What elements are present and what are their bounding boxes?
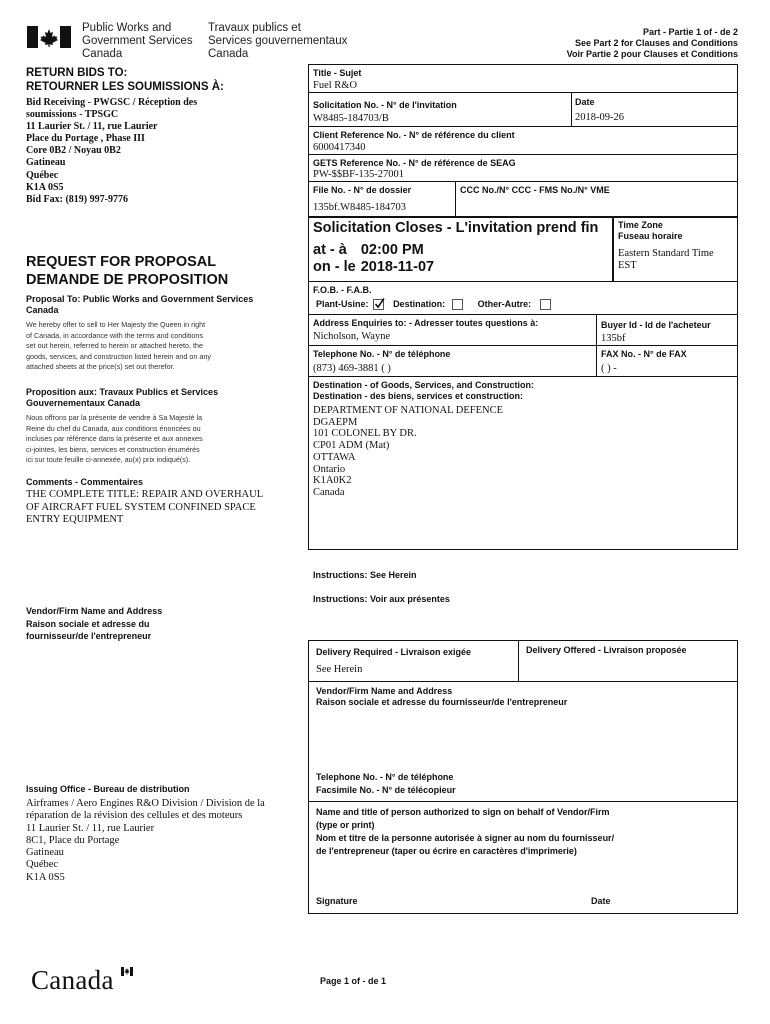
divider — [308, 345, 738, 346]
plant-checkbox[interactable] — [373, 299, 384, 310]
closing-time: at - à 02:00 PM — [313, 242, 424, 258]
destination-address: DEPARTMENT OF NATIONAL DEFENCE DGAEPM 101 COLONEL BY DR. CP01 ADM (Mat) OTTAWA Ontario K1A0K2 Canada — [313, 405, 504, 498]
issuing-office-title: Issuing Office - Bureau de distribution — [26, 784, 190, 794]
divider — [308, 314, 738, 315]
divider — [308, 92, 738, 93]
proposition-text: Nous offrons par la présente de vendre à Sa Majesté la Reine du chef du Canada, aux conditions énoncées ou incluses par référence dans la présente et aux annexes ci-jointes, les biens, services et construction énumérés ici sur toute feuille ci-annexée, au(x) prix indiqué(s). — [26, 413, 203, 464]
timezone-label: Time Zone Fuseau horaire — [618, 220, 683, 241]
date-value: 2018-09-26 — [575, 112, 624, 123]
delivery-required-value: See Herein — [316, 664, 363, 675]
divider — [612, 216, 614, 282]
gov-name-en: Public Works and Government Services Canada — [82, 22, 193, 60]
buyer-id-label: Buyer Id - Id de l'acheteur — [601, 320, 711, 330]
divider — [308, 281, 738, 282]
proposal-to-text: We hereby offer to sell to Her Majesty the Queen in right of Canada, in accordance with the terms and conditions set out herein, referred to herein or attached hereto, the goods, services, and construction listed herein and on any attached sheets at the price(s) set out therefor. — [26, 320, 211, 371]
divider — [308, 126, 738, 127]
destination-label: Destination - of Goods, Services, and Construction: Destination - des biens, services et construction: — [313, 380, 535, 401]
closing-date: on - le 2018-11-07 — [313, 259, 435, 275]
checkmark-icon — [374, 298, 385, 309]
fax-value: ( ) - — [601, 363, 617, 374]
comments-text: THE COMPLETE TITLE: REPAIR AND OVERHAUL OF AIRCRAFT FUEL SYSTEM CONFINED SPACE ENTRY EQUIPMENT — [26, 489, 264, 525]
file-no-label: File No. - N° de dossier — [313, 185, 412, 195]
divider — [308, 154, 738, 155]
proposal-to-title: Proposal To: Public Works and Government Services Canada — [26, 294, 254, 315]
delivery-offered-label: Delivery Offered - Livraison proposée — [526, 645, 687, 655]
telephone-value: (873) 469-3881 ( ) — [313, 363, 391, 374]
phone-fax-labels: Telephone No. - N° de téléphone Facsimile No. - N° de télécopieur — [316, 772, 456, 795]
issuing-office-address: Airframes / Aero Engines R&O Division / Division de la réparation de la révision des cellules et des moteurs 11 Laurier St. / 11, rue Laurier 8C1, Place du Portage Gatineau Québec K1A 0S5 — [26, 798, 265, 883]
part-indicator: Part - Partie 1 of - de 2 See Part 2 for Clauses and Conditions Voir Partie 2 pour Clauses et Conditions — [566, 27, 738, 59]
fob-label: F.O.B. - F.A.B. — [313, 285, 372, 295]
signature-label: Signature — [316, 896, 358, 906]
date-label: Date — [575, 97, 595, 107]
divider — [308, 801, 738, 802]
gov-name-fr: Travaux publics et Services gouvernementaux Canada — [208, 22, 348, 60]
file-no-value: 135bf.W8485-184703 — [313, 202, 407, 213]
rfp-title: REQUEST FOR PROPOSAL DEMANDE DE PROPOSITION — [26, 254, 229, 288]
vendor-right-label: Vendor/Firm Name and Address Raison sociale et adresse du fournisseur/de l'entrepreneur — [316, 686, 568, 707]
telephone-label: Telephone No. - N° de téléphone — [313, 349, 451, 359]
gets-ref-label: GETS Reference No. - N° de référence de SEAG — [313, 158, 516, 168]
client-ref-value: 6000417340 — [313, 142, 366, 153]
other-checkbox[interactable] — [540, 299, 551, 310]
comments-title: Comments - Commentaires — [26, 477, 144, 487]
solicitation-closes-title: Solicitation Closes - L'invitation prend fin — [313, 220, 599, 236]
maple-flag-icon — [121, 967, 133, 976]
canada-wordmark: Canada — [31, 965, 114, 995]
solicitation-no-value: W8485-184703/B — [313, 113, 389, 124]
title-sujet-value: Fuel R&O — [313, 80, 358, 91]
divider — [596, 314, 597, 377]
fob-options: Plant-Usine: Destination: Other-Autre: — [316, 299, 551, 310]
instructions-en: Instructions: See Herein — [313, 570, 417, 580]
divider — [308, 181, 738, 182]
fax-label: FAX No. - N° de FAX — [601, 349, 687, 359]
delivery-required-label: Delivery Required - Livraison exigée — [316, 647, 472, 657]
page-number: Page 1 of - de 1 — [320, 976, 387, 986]
signature-date-label: Date — [591, 896, 611, 906]
divider — [308, 216, 738, 218]
return-bids-title: RETURN BIDS TO: RETOURNER LES SOUMISSIONS À: — [26, 67, 224, 93]
authorized-person-label: Name and title of person authorized to sign on behalf of Vendor/Firm (type or print) Nom et titre de la personne autorisée à signer au nom du fournisseur/ de l'entrepreneur (taper ou écrire en caractères d'imprimerie) — [316, 807, 615, 856]
enquiries-value: Nicholson, Wayne — [313, 331, 391, 342]
ccc-label: CCC No./N° CCC - FMS No./N° VME — [460, 185, 610, 195]
title-sujet-label: Title - Sujet — [313, 68, 362, 78]
gov-flag-icon — [27, 26, 71, 48]
gets-ref-value: PW-$$BF-135-27001 — [313, 169, 405, 180]
instructions-fr: Instructions: Voir aux présentes — [313, 594, 450, 604]
divider — [308, 376, 738, 377]
return-bids-address: Bid Receiving - PWGSC / Réception des soumissions - TPSGC 11 Laurier St. / 11, rue Laurier Place du Portage , Phase III Core 0B2 / Noyau 0B2 Gatineau Québec K1A 0S5 Bid Fax: (819) 997-9776 — [26, 97, 198, 205]
solicitation-no-label: Solicitation No. - N° de l'invitation — [313, 100, 457, 110]
timezone-value: Eastern Standard Time EST — [618, 248, 714, 271]
vendor-left-label: Vendor/Firm Name and Address Raison sociale et adresse du fournisseur/de l'entrepreneur — [26, 606, 163, 641]
divider — [308, 681, 738, 682]
buyer-id-value: 135bf — [601, 333, 626, 344]
enquiries-label: Address Enquiries to: - Adresser toutes questions à: — [313, 318, 539, 328]
divider — [571, 92, 572, 127]
divider — [455, 181, 456, 217]
proposition-title: Proposition aux: Travaux Publics et Services Gouvernementaux Canada — [26, 387, 219, 408]
destination-checkbox[interactable] — [452, 299, 463, 310]
client-ref-label: Client Reference No. - N° de référence du client — [313, 130, 515, 140]
divider — [518, 640, 519, 681]
